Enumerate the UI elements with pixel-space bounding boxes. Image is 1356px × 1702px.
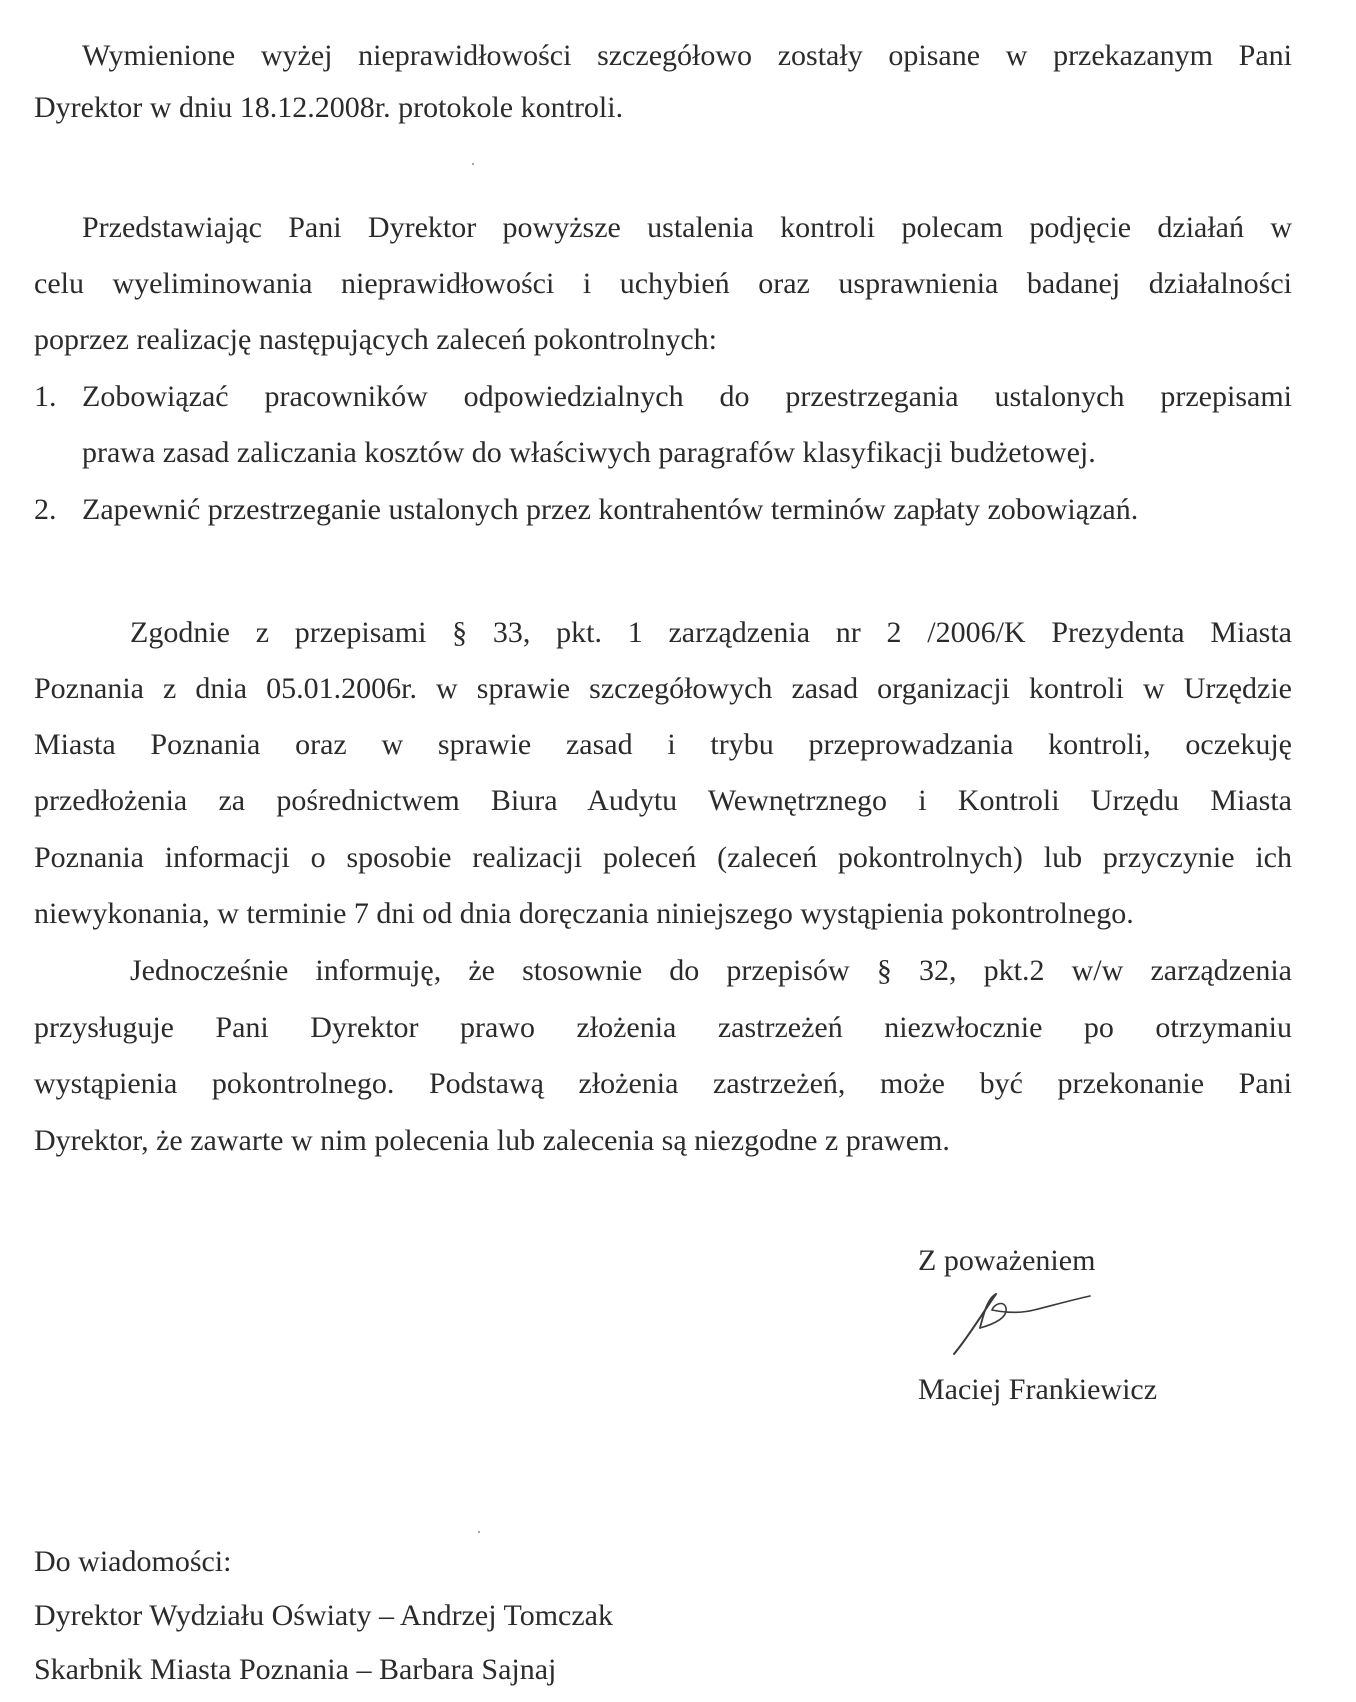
paragraph-1-line-2: Dyrektor w dniu 18.12.2008r. protokole kontroli. (34, 91, 624, 124)
paragraph-3-line-2: Poznania z dnia 05.01.2006r. w sprawie szczegółowych zasad organizacji kontroli w Urzędzie (34, 672, 1292, 705)
list-item-text-line-1: Zobowiązać pracowników odpowiedzialnych do przestrzegania ustalonych przepisami (82, 380, 1292, 413)
list-item-number: 1. (34, 380, 57, 413)
scan-speck (472, 163, 474, 165)
paragraph-3-line-5: Poznania informacji o sposobie realizacji poleceń (zaleceń pokontrolnych) lub przyczynie ich (34, 841, 1292, 874)
cc-recipient: Dyrektor Wydziału Oświaty – Andrzej Tomczak (34, 1599, 613, 1632)
paragraph-2-line-1: Przedstawiając Pani Dyrektor powyższe ustalenia kontroli polecam podjęcie działań w (82, 211, 1292, 244)
list-item-text-line-1: Zapewnić przestrzeganie ustalonych przez kontrahentów terminów zapłaty zobowiązań. (82, 493, 1139, 526)
paragraph-1-line-1: Wymienione wyżej nieprawidłowości szczegółowo zostały opisane w przekazanym Pani (82, 39, 1292, 72)
paragraph-4-line-4: Dyrektor, że zawarte w nim polecenia lub zalecenia są niezgodne z prawem. (34, 1124, 950, 1157)
list-item-number: 2. (34, 493, 57, 526)
closing-salutation: Z poważeniem (918, 1244, 1096, 1277)
paragraph-4-line-1: Jednocześnie informuję, że stosownie do przepisów § 32, pkt.2 w/w zarządzenia (130, 954, 1292, 987)
paragraph-4-line-2: przysługuje Pani Dyrektor prawo złożenia zastrzeżeń niezwłocznie po otrzymaniu (34, 1011, 1292, 1044)
paragraph-3-line-6: niewykonania, w terminie 7 dni od dnia doręczania niniejszego wystąpienia pokontrolnego. (34, 897, 1134, 930)
paragraph-2-line-3: poprzez realizację następujących zaleceń pokontrolnych: (34, 323, 717, 356)
cc-heading: Do wiadomości: (34, 1545, 232, 1578)
list-item-text-line-2: prawa zasad zaliczania kosztów do właściwych paragrafów klasyfikacji budżetowej. (82, 436, 1096, 469)
paragraph-3-line-3: Miasta Poznania oraz w sprawie zasad i trybu przeprowadzania kontroli, oczekuję (34, 728, 1292, 761)
paragraph-3-line-1: Zgodnie z przepisami § 33, pkt. 1 zarządzenia nr 2 /2006/K Prezydenta Miasta (130, 616, 1292, 649)
paragraph-3-line-4: przedłożenia za pośrednictwem Biura Audytu Wewnętrznego i Kontroli Urzędu Miasta (34, 784, 1292, 817)
paragraph-2-line-2: celu wyeliminowania nieprawidłowości i uchybień oraz usprawnienia badanej działalności (34, 267, 1292, 300)
handwritten-signature (944, 1288, 1094, 1358)
paragraph-4-line-3: wystąpienia pokontrolnego. Podstawą złożenia zastrzeżeń, może być przekonanie Pani (34, 1067, 1292, 1100)
scan-speck (478, 1531, 480, 1533)
signer-name: Maciej Frankiewicz (918, 1373, 1158, 1406)
cc-recipient: Skarbnik Miasta Poznania – Barbara Sajnaj (34, 1653, 557, 1686)
